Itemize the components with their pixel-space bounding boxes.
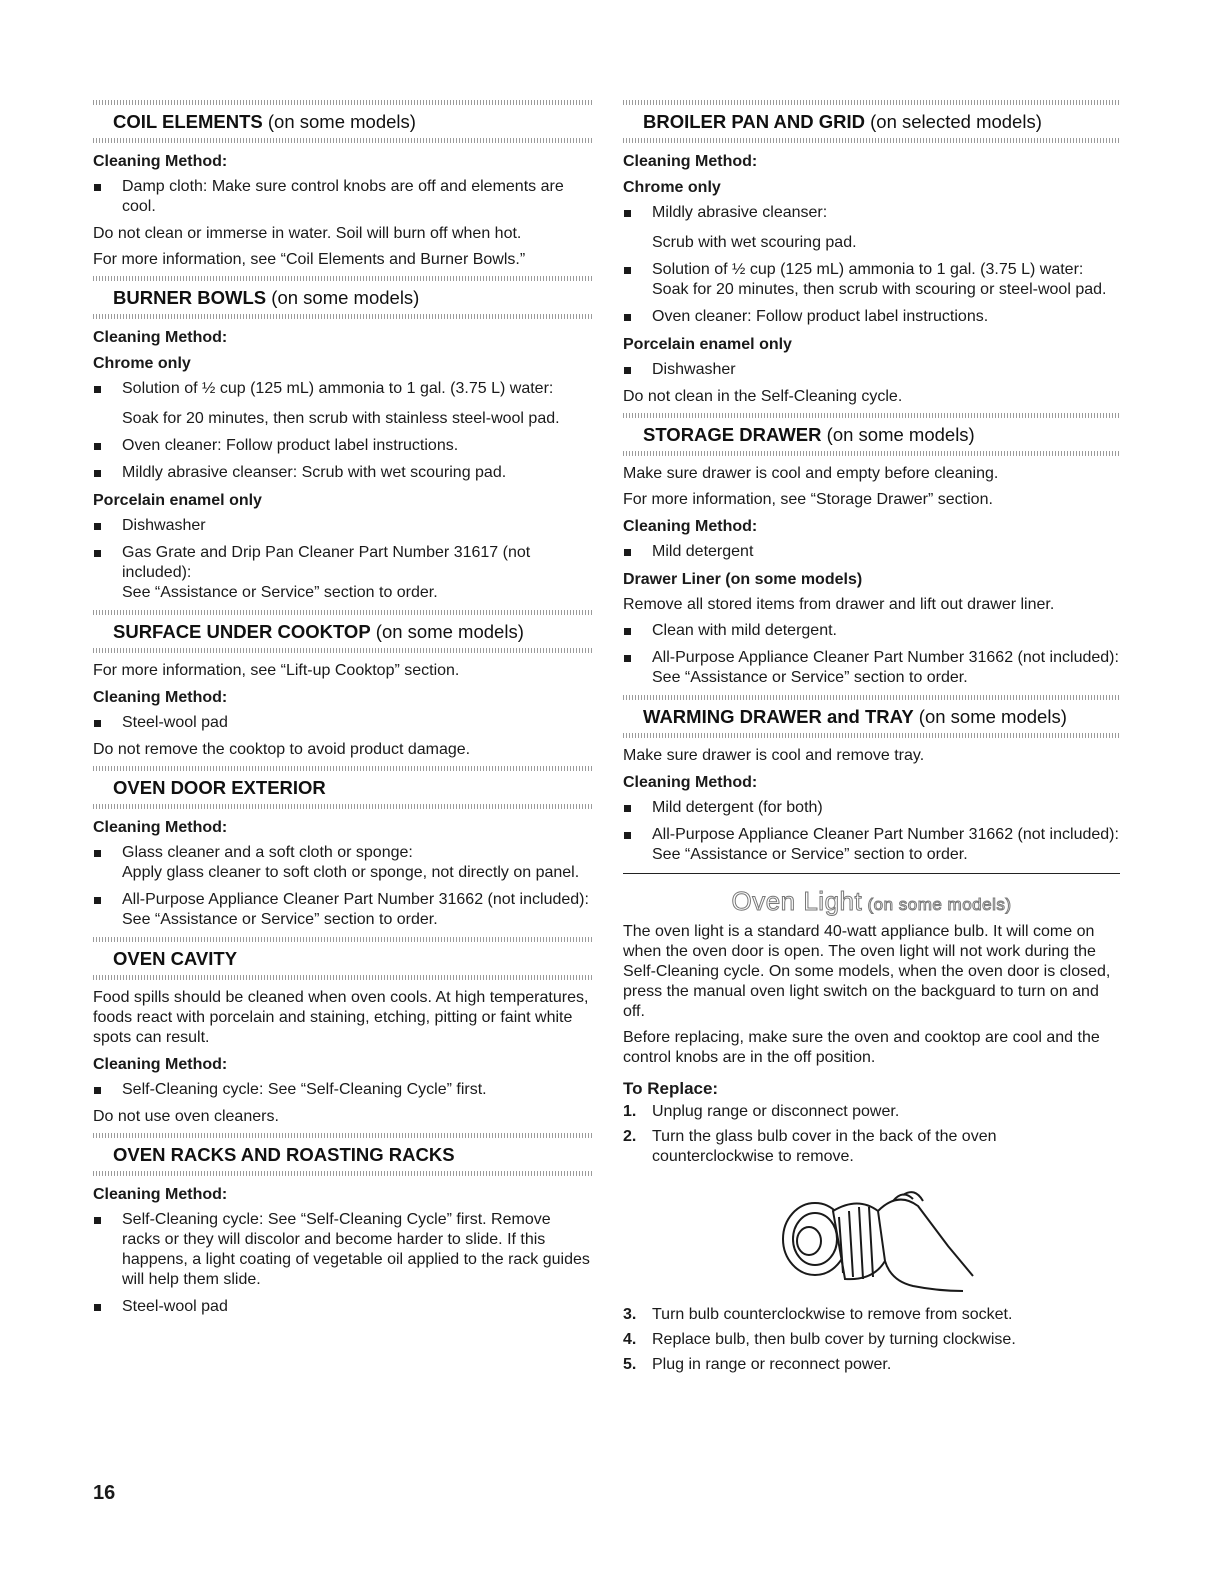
bullet-list — [93, 713, 593, 733]
list-item: Solution of ½ cup (125 mL) ammonia to 1 gal. (3.75 L) water: Soak for 20 minutes, then scrub with stainless steel-wool pad. — [93, 379, 593, 429]
section-header-storage-drawer — [623, 413, 1120, 456]
bullet-list — [93, 1210, 593, 1317]
list-item: Damp cloth: Make sure control knobs are off and elements are cool. — [93, 177, 593, 217]
section-divider — [623, 873, 1120, 874]
list-item: Mildly abrasive cleanser: Scrub with wet scouring pad. — [93, 463, 593, 483]
step-item: 3. Turn bulb counterclockwise to remove from socket. — [623, 1306, 1013, 1323]
cleaning-method-label: Cleaning Method: — [93, 1186, 228, 1203]
list-item: Self-Cleaning cycle: See “Self-Cleaning Cycle” first. Remove racks or they will discolor and become harder to slide. If this happens, a light coating of vegetable oil applied to the rack guides will help them slide. — [93, 1210, 593, 1290]
cleaning-method-label: Cleaning Method: — [623, 774, 758, 791]
chrome-only-label: Chrome only — [623, 179, 721, 196]
paragraph: The oven light is a standard 40-watt appliance bulb. It will come on when the oven door is open. The oven light will not work during the Self-Cleaning cycle. On some models, when the oven door is closed, press the manual oven light switch on the backguard to turn on and off. — [623, 923, 1111, 1020]
list-item: Self-Cleaning cycle: See “Self-Cleaning Cycle” first. — [93, 1080, 593, 1100]
step-item: 4. Replace bulb, then bulb cover by turning clockwise. — [623, 1331, 1016, 1348]
list-item: Oven cleaner: Follow product label instructions. — [623, 307, 1120, 327]
list-item: Dishwasher — [623, 360, 1120, 380]
section-header-oven-cavity — [93, 937, 593, 980]
list-item: Steel-wool pad — [93, 1297, 593, 1317]
paragraph: Do not clean or immerse in water. Soil will burn off when hot. — [93, 225, 522, 242]
cleaning-method-label: Cleaning Method: — [93, 1056, 228, 1073]
paragraph: Make sure drawer is cool and empty before cleaning. — [623, 465, 999, 482]
section-header-oven-door-exterior — [93, 766, 593, 809]
bullet-list — [623, 542, 1120, 562]
step-item: 1. Unplug range or disconnect power. — [623, 1103, 900, 1120]
list-item: All-Purpose Appliance Cleaner Part Number 31662 (not included): See “Assistance or Service” section to order. — [93, 890, 593, 930]
to-replace-heading: To Replace: — [623, 1079, 719, 1098]
porcelain-enamel-label: Porcelain enamel only — [93, 492, 262, 509]
section-header-surface-under-cooktop — [93, 610, 593, 653]
section-header-oven-racks — [93, 1133, 593, 1176]
list-item: Mildly abrasive cleanser: Scrub with wet scouring pad. — [623, 203, 1120, 253]
list-item: Clean with mild detergent. — [623, 621, 1120, 641]
cleaning-method-label: Cleaning Method: — [93, 689, 228, 706]
section-title: COIL ELEMENTS (on some models) — [113, 111, 416, 132]
cleaning-method-label: Cleaning Method: — [93, 153, 228, 170]
paragraph: Remove all stored items from drawer and lift out drawer liner. — [623, 596, 1055, 613]
bullet-list — [623, 621, 1120, 688]
bullet-list — [93, 379, 593, 483]
bullet-list — [93, 177, 593, 217]
section-title: OVEN RACKS AND ROASTING RACKS — [113, 1144, 455, 1165]
steps-list-b — [623, 1305, 1120, 1375]
bullet-list — [623, 360, 1120, 380]
left-column — [93, 100, 593, 1324]
bullet-list — [93, 1080, 593, 1100]
section-title: WARMING DRAWER and TRAY (on some models) — [643, 706, 1067, 727]
paragraph: Make sure drawer is cool and remove tray. — [623, 747, 925, 764]
bullet-list — [623, 798, 1120, 865]
cleaning-method-label: Cleaning Method: — [93, 819, 228, 836]
paragraph: Do not clean in the Self-Cleaning cycle. — [623, 388, 903, 405]
section-header-warming-drawer — [623, 695, 1120, 738]
section-title: STORAGE DRAWER (on some models) — [643, 424, 975, 445]
section-header-coil-elements — [93, 100, 593, 143]
section-header-burner-bowls — [93, 276, 593, 319]
bullet-list — [93, 516, 593, 603]
oven-light-heading: Oven Light (on some models) — [731, 886, 1012, 916]
step-item: 2. Turn the glass bulb cover in the back of the oven counterclockwise to remove. — [623, 1128, 997, 1165]
section-title: OVEN DOOR EXTERIOR — [113, 777, 326, 798]
list-item: Gas Grate and Drip Pan Cleaner Part Number 31617 (not included): See “Assistance or Service” section to order. — [93, 543, 593, 603]
cleaning-method-label: Cleaning Method: — [93, 329, 228, 346]
section-header-broiler-pan — [623, 100, 1120, 143]
cleaning-method-label: Cleaning Method: — [623, 518, 758, 535]
bullet-list — [623, 203, 1120, 327]
section-title: BROILER PAN AND GRID (on selected models) — [643, 111, 1042, 132]
paragraph: For more information, see “Lift-up Cooktop” section. — [93, 662, 460, 679]
paragraph: Do not remove the cooktop to avoid product damage. — [93, 741, 471, 758]
paragraph: For more information, see “Coil Elements and Burner Bowls.” — [93, 251, 526, 268]
list-item: All-Purpose Appliance Cleaner Part Number 31662 (not included): See “Assistance or Service” section to order. — [623, 825, 1120, 865]
list-item: Oven cleaner: Follow product label instructions. — [93, 436, 593, 456]
list-item: Mild detergent (for both) — [623, 798, 1120, 818]
page-number: 16 — [93, 1482, 116, 1504]
bullet-list — [93, 843, 593, 930]
paragraph: For more information, see “Storage Drawer” section. — [623, 491, 993, 508]
list-item: Steel-wool pad — [93, 713, 593, 733]
list-item: Dishwasher — [93, 516, 593, 536]
cleaning-method-label: Cleaning Method: — [623, 153, 758, 170]
section-title: SURFACE UNDER COOKTOP (on some models) — [113, 621, 524, 642]
bulb-cover-illustration — [773, 1181, 983, 1301]
step-item: 5. Plug in range or reconnect power. — [623, 1356, 892, 1373]
paragraph: Do not use oven cleaners. — [93, 1108, 279, 1125]
section-title: OVEN CAVITY — [113, 948, 238, 969]
list-item: All-Purpose Appliance Cleaner Part Number 31662 (not included): See “Assistance or Service” section to order. — [623, 648, 1120, 688]
paragraph: Before replacing, make sure the oven and cooktop are cool and the control knobs are in the off position. — [623, 1029, 1100, 1066]
list-item: Solution of ½ cup (125 mL) ammonia to 1 gal. (3.75 L) water: Soak for 20 minutes, then scrub with scouring or steel-wool pad. — [623, 260, 1120, 300]
list-item: Glass cleaner and a soft cloth or sponge: Apply glass cleaner to soft cloth or sponge, not directly on panel. — [93, 843, 593, 883]
section-title: BURNER BOWLS (on some models) — [113, 287, 420, 308]
paragraph: Food spills should be cleaned when oven cools. At high temperatures, foods react with porcelain and staining, etching, pitting or faint white spots can result. — [93, 989, 589, 1046]
drawer-liner-label: Drawer Liner (on some models) — [623, 571, 863, 588]
chrome-only-label: Chrome only — [93, 355, 191, 372]
list-item: Mild detergent — [623, 542, 1120, 562]
steps-list-a — [623, 1102, 1120, 1167]
right-column — [623, 100, 1120, 1380]
porcelain-enamel-label: Porcelain enamel only — [623, 336, 792, 353]
